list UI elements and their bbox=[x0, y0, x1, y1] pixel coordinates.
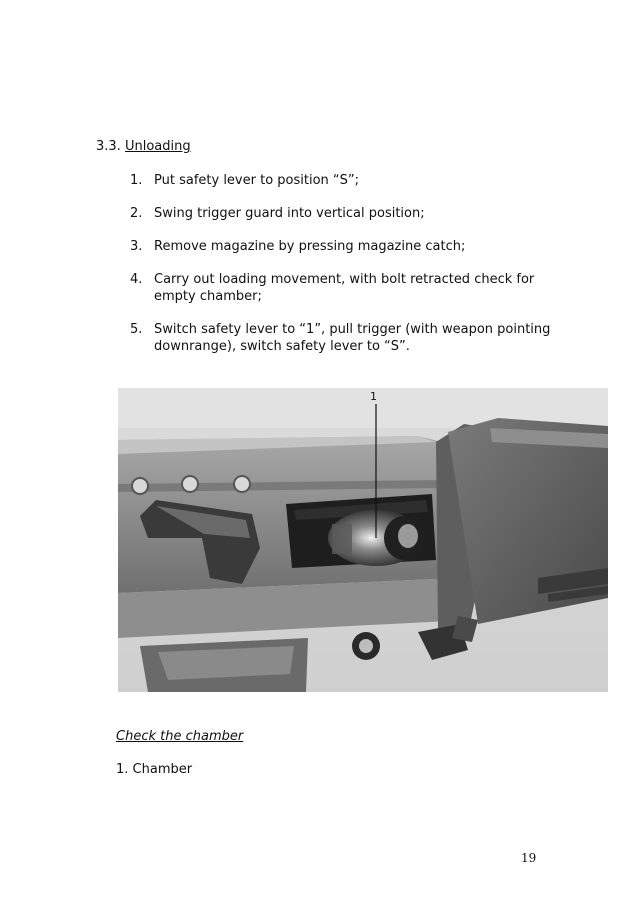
step-number: 2. bbox=[130, 206, 143, 221]
step-number: 1. bbox=[130, 173, 143, 188]
step-item bbox=[130, 172, 570, 189]
step-text: Remove magazine by pressing magazine catch; bbox=[154, 239, 466, 254]
step-number: 4. bbox=[130, 272, 143, 287]
step-number: 5. bbox=[130, 322, 143, 337]
chamber-photo bbox=[118, 388, 608, 692]
step-item bbox=[130, 205, 570, 222]
step-text: Carry out loading movement, with bolt retracted check for empty chamber; bbox=[154, 272, 535, 304]
section-number: 3.3. bbox=[96, 139, 121, 154]
unloading-steps-list bbox=[130, 172, 570, 371]
step-item bbox=[130, 271, 570, 305]
step-text: Swing trigger guard into vertical position; bbox=[154, 206, 425, 221]
section-heading bbox=[96, 139, 191, 154]
step-item bbox=[130, 321, 570, 355]
step-text: Switch safety lever to “1”, pull trigger (with weapon pointing downrange), switch safety lever to “S”. bbox=[154, 322, 551, 354]
step-number: 3. bbox=[130, 239, 143, 254]
step-item bbox=[130, 238, 570, 255]
figure-caption: Check the chamber bbox=[116, 729, 244, 744]
section-title: Unloading bbox=[124, 139, 191, 154]
step-text: Put safety lever to position “S”; bbox=[154, 173, 360, 188]
page-number: 19 bbox=[521, 851, 537, 865]
figure-legend: 1. Chamber bbox=[116, 762, 193, 777]
callout-label: 1 bbox=[370, 390, 377, 403]
